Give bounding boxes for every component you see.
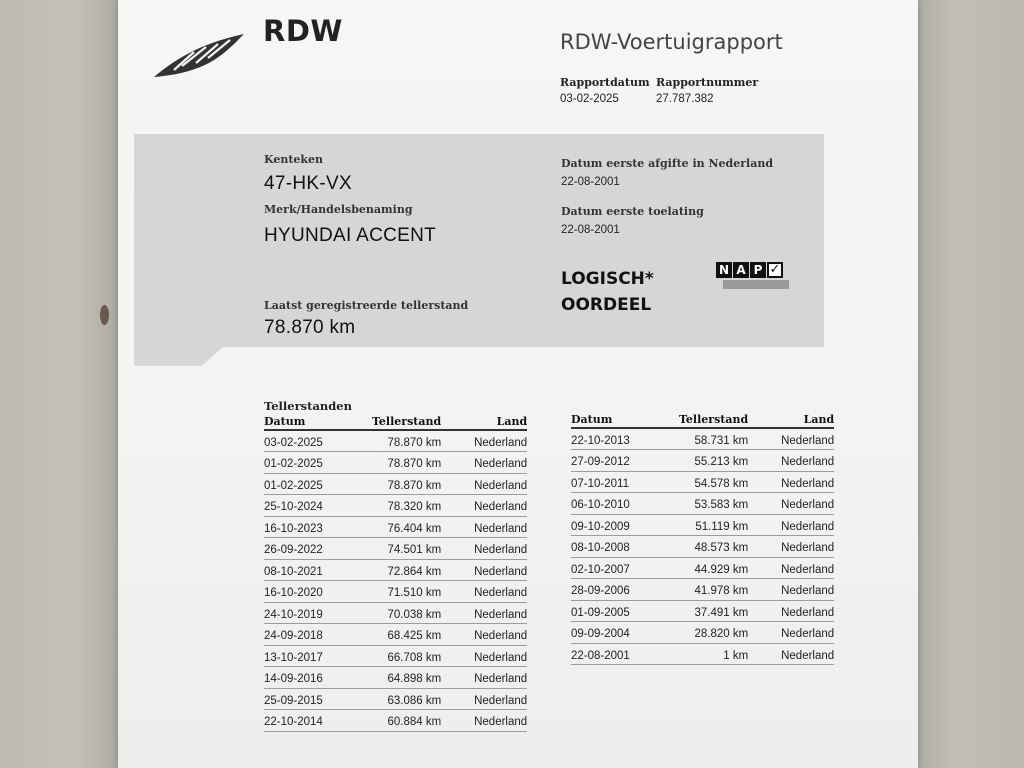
table-row	[264, 516, 527, 538]
vehicle-info-panel-tab	[134, 346, 224, 366]
table-row	[571, 579, 834, 601]
rapportdatum-value: 03-02-2025	[560, 93, 619, 105]
table-row	[571, 514, 834, 536]
row-datum: 01-02-2025	[264, 473, 372, 495]
oordeel-line-2: OORDEEL	[561, 295, 652, 315]
row-land: Nederland	[441, 581, 527, 603]
table-row	[571, 557, 834, 579]
tellerstanden-rows-left	[264, 430, 527, 731]
row-datum: 22-08-2001	[571, 643, 679, 665]
nap-check-badge-icon	[716, 262, 783, 278]
table-row	[571, 493, 834, 515]
row-tellerstand: 78.320 km	[372, 495, 441, 517]
row-datum: 08-10-2021	[264, 559, 372, 581]
row-land: Nederland	[748, 493, 834, 515]
row-tellerstand: 48.573 km	[679, 536, 748, 558]
table-row	[264, 473, 527, 495]
table-row	[264, 538, 527, 560]
col-tellerstand-header: Tellerstand	[372, 415, 442, 428]
merk-label: Merk/Handelsbenaming	[264, 203, 413, 216]
toelating-label: Datum eerste toelating	[561, 205, 704, 218]
row-land: Nederland	[748, 514, 834, 536]
table-row	[264, 452, 527, 474]
paper-stain	[100, 305, 109, 325]
tellerstanden-table-right	[571, 413, 834, 665]
row-tellerstand: 71.510 km	[372, 581, 441, 603]
report-title: RDW-Voertuigrapport	[560, 30, 783, 54]
col-datum-header: Datum	[264, 415, 372, 430]
tellerstand-value: 78.870 km	[264, 317, 356, 338]
row-land: Nederland	[441, 624, 527, 646]
row-tellerstand: 55.213 km	[679, 450, 748, 472]
tellerstand-label: Laatst geregistreerde tellerstand	[264, 299, 469, 312]
table-row	[571, 622, 834, 644]
row-tellerstand: 78.870 km	[372, 473, 441, 495]
table-row	[571, 428, 834, 450]
row-tellerstand: 70.038 km	[372, 602, 441, 624]
table-row	[571, 536, 834, 558]
col-land-header: Land	[748, 413, 834, 428]
row-land: Nederland	[441, 538, 527, 560]
rdw-leaf-logo-icon	[152, 30, 248, 80]
row-datum: 08-10-2008	[571, 536, 679, 558]
row-tellerstand: 1 km	[679, 643, 748, 665]
row-land: Nederland	[441, 516, 527, 538]
row-datum: 03-02-2025	[264, 430, 372, 452]
row-datum: 01-09-2005	[571, 600, 679, 622]
nap-badge-shadow	[723, 280, 789, 289]
row-datum: 22-10-2013	[571, 428, 679, 450]
row-tellerstand: 78.870 km	[372, 452, 441, 474]
row-datum: 02-10-2007	[571, 557, 679, 579]
row-tellerstand: 63.086 km	[372, 688, 441, 710]
row-datum: 24-10-2019	[264, 602, 372, 624]
row-land: Nederland	[441, 710, 527, 732]
afgifte-label: Datum eerste afgifte in Nederland	[561, 157, 774, 170]
row-tellerstand: 53.583 km	[679, 493, 748, 515]
row-land: Nederland	[748, 471, 834, 493]
row-land: Nederland	[748, 450, 834, 472]
table-row	[571, 643, 834, 665]
row-land: Nederland	[748, 600, 834, 622]
table-row	[264, 602, 527, 624]
row-tellerstand: 60.884 km	[372, 710, 441, 732]
merk-value: HYUNDAI ACCENT	[264, 225, 437, 246]
background-left	[0, 0, 125, 768]
row-land: Nederland	[748, 536, 834, 558]
row-datum: 06-10-2010	[571, 493, 679, 515]
rapportnummer-value: 27.787.382	[656, 93, 714, 105]
row-datum: 14-09-2016	[264, 667, 372, 689]
row-land: Nederland	[441, 559, 527, 581]
row-land: Nederland	[748, 557, 834, 579]
kenteken-value: 47-HK-VX	[264, 173, 352, 194]
row-land: Nederland	[441, 688, 527, 710]
row-tellerstand: 66.708 km	[372, 645, 441, 667]
row-datum: 09-10-2009	[571, 514, 679, 536]
table-row	[264, 645, 527, 667]
row-land: Nederland	[441, 667, 527, 689]
row-tellerstand: 76.404 km	[372, 516, 441, 538]
table-row	[571, 471, 834, 493]
table-row	[264, 688, 527, 710]
row-land: Nederland	[748, 643, 834, 665]
background-right	[914, 0, 1024, 768]
table-row	[264, 430, 527, 452]
brand-name: RDW	[263, 14, 343, 48]
row-datum: 25-10-2024	[264, 495, 372, 517]
row-datum: 27-09-2012	[571, 450, 679, 472]
nap-checkmark-icon: ✓	[767, 262, 783, 278]
table-header-row	[264, 415, 527, 430]
row-datum: 09-09-2004	[571, 622, 679, 644]
row-tellerstand: 44.929 km	[679, 557, 748, 579]
oordeel-line-1: LOGISCH*	[561, 269, 654, 289]
row-datum: 26-09-2022	[264, 538, 372, 560]
rapportnummer-label: Rapportnummer	[656, 76, 759, 89]
row-datum: 22-10-2014	[264, 710, 372, 732]
document-page	[118, 0, 918, 768]
row-tellerstand: 51.119 km	[679, 514, 748, 536]
row-datum: 01-02-2025	[264, 452, 372, 474]
row-land: Nederland	[441, 602, 527, 624]
row-tellerstand: 74.501 km	[372, 538, 441, 560]
tellerstanden-rows-right	[571, 428, 834, 665]
col-land-header: Land	[441, 415, 527, 430]
row-land: Nederland	[441, 473, 527, 495]
row-land: Nederland	[748, 428, 834, 450]
row-tellerstand: 28.820 km	[679, 622, 748, 644]
col-tellerstand-header: Tellerstand	[679, 413, 749, 426]
row-tellerstand: 72.864 km	[372, 559, 441, 581]
table-row	[571, 450, 834, 472]
row-land: Nederland	[441, 430, 527, 452]
row-tellerstand: 68.425 km	[372, 624, 441, 646]
toelating-value: 22-08-2001	[561, 224, 620, 236]
row-tellerstand: 37.491 km	[679, 600, 748, 622]
row-land: Nederland	[441, 495, 527, 517]
row-land: Nederland	[441, 452, 527, 474]
table-row	[264, 624, 527, 646]
row-datum: 07-10-2011	[571, 471, 679, 493]
table-row	[571, 600, 834, 622]
row-datum: 24-09-2018	[264, 624, 372, 646]
tellerstanden-table-left	[264, 415, 527, 732]
table-row	[264, 667, 527, 689]
afgifte-value: 22-08-2001	[561, 176, 620, 188]
row-land: Nederland	[441, 645, 527, 667]
kenteken-label: Kenteken	[264, 153, 324, 166]
row-datum: 16-10-2023	[264, 516, 372, 538]
table-header-row	[571, 413, 834, 428]
table-row	[264, 495, 527, 517]
row-datum: 28-09-2006	[571, 579, 679, 601]
row-tellerstand: 64.898 km	[372, 667, 441, 689]
row-datum: 25-09-2015	[264, 688, 372, 710]
nap-letter-n: N	[716, 262, 732, 278]
tellerstanden-title: Tellerstanden	[264, 399, 352, 413]
table-row	[264, 581, 527, 603]
row-tellerstand: 58.731 km	[679, 428, 748, 450]
rapportdatum-label: Rapportdatum	[560, 76, 650, 89]
row-tellerstand: 78.870 km	[372, 430, 441, 452]
row-tellerstand: 54.578 km	[679, 471, 748, 493]
row-land: Nederland	[748, 622, 834, 644]
row-land: Nederland	[748, 579, 834, 601]
row-tellerstand: 41.978 km	[679, 579, 748, 601]
row-datum: 16-10-2020	[264, 581, 372, 603]
row-datum: 13-10-2017	[264, 645, 372, 667]
nap-letter-a: A	[733, 262, 749, 278]
table-row	[264, 710, 527, 732]
col-datum-header: Datum	[571, 413, 679, 428]
nap-letter-p: P	[750, 262, 766, 278]
table-row	[264, 559, 527, 581]
